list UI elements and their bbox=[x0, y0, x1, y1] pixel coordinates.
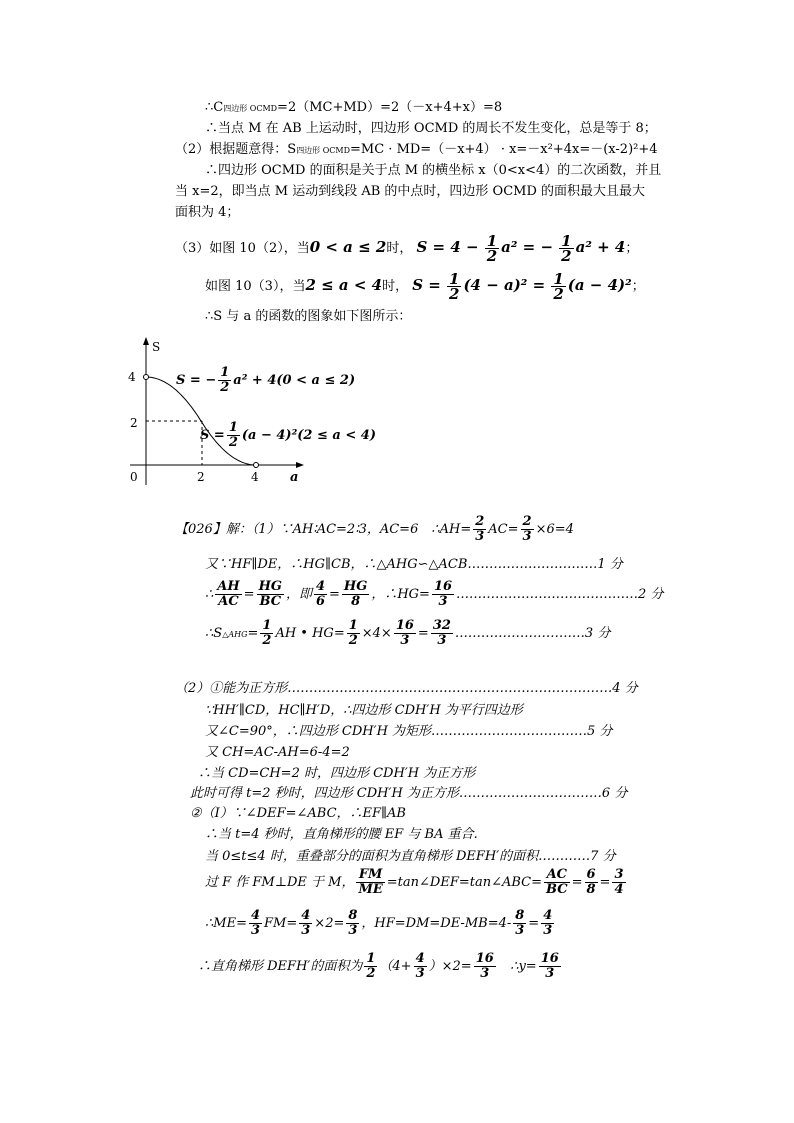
formula-case-1: （3）如图 10（2），当0 < a ≤ 2时， S = 4 − $\frac{1}{2}$ a² = − $\frac{1}{2}$ a² + 4； bbox=[175, 232, 639, 265]
area-text-3: 面积为 4； bbox=[175, 205, 240, 220]
x-tick-2: 2 bbox=[197, 470, 205, 484]
area-expression: （2）根据题意得：S四边形 OCMD=MC · MD=（－x+4） · x=－x²+4x=－(x-2)²+4 bbox=[175, 142, 658, 157]
sol026-area: ∴S△AHG= $\frac{1}{2}$ AH • HG= $\frac{1}{2}$ ×4× $\frac{16}{3}$ = $\frac{32}{3}$ …………………………3 分 bbox=[205, 618, 611, 648]
curve2-label: S = $\frac{1}{2}$ (a − 4)²(2 ≤ a < 4) bbox=[200, 420, 376, 450]
area-text-1: ∴四边形 OCMD 的面积是关于点 M 的横坐标 x（0<x<4）的二次函数，并且 bbox=[205, 163, 662, 178]
area-text-2: 当 x=2，即当点 M 运动到线段 AB 的中点时，四边形 OCMD 的面积最大且最大 bbox=[175, 184, 646, 199]
sol026-p2-l6: 此时可得 t=2 秒时，四边形 CDH′H 为正方形……………………………6 分 bbox=[190, 786, 628, 801]
sol026-similar: 又∵HF∥DE，∴HG∥CB，∴△AHG∽△ACB…………………………1 分 bbox=[205, 557, 623, 572]
sol026-p2-l3: 又∠C=90°，∴四边形 CDH′H 为矩形………………………………5 分 bbox=[205, 724, 613, 739]
sol026-p2-l10: 过 F 作 FM⊥DE 于 M， $\frac{FM}{ME}$ =tan∠DEF=tan∠ABC= $\frac{AC}{BC}$ = $\frac{6}{8}$ = $\frac{3}{4}$ bbox=[205, 867, 624, 897]
x-axis-arrow bbox=[296, 462, 304, 468]
sol026-p2-l4: 又 CH=AC-AH=6-4=2 bbox=[205, 745, 350, 760]
x-tick-4: 4 bbox=[251, 470, 259, 484]
curve1-label: S = − $\frac{1}{2}$ a² + 4(0 < a ≤ 2) bbox=[176, 365, 356, 395]
x-axis-label: a bbox=[290, 470, 299, 485]
y-tick-4: 4 bbox=[128, 370, 136, 384]
y-tick-2: 2 bbox=[130, 416, 138, 430]
sol026-p2-l12: ∴直角梯形 DEFH′的面积为 $\frac{1}{2}$ （4+ $\frac{4}{3}$ ）×2= $\frac{16}{3}$ ∴y= $\frac{16}{3}$ bbox=[198, 951, 559, 981]
sol026-ratio: ∴ $\frac{AH}{AC}$ = $\frac{HG}{BC}$ ，即 $\frac{4}{6}$ = $\frac{HG}{8}$ ，∴HG= $\frac{16}{3}$ ……………………………………2 分 bbox=[205, 579, 664, 609]
sol026-p2-l1: （2）①能为正方形…………………………………………………………………4 分 bbox=[175, 681, 638, 696]
open-point-end bbox=[254, 463, 259, 468]
sol026-p2-l5: ∴当 CD=CH=2 时，四边形 CDH′H 为正方形 bbox=[198, 766, 476, 781]
graph-intro: ∴S 与 a 的函数的图象如下图所示： bbox=[205, 309, 412, 324]
origin-label: 0 bbox=[130, 470, 138, 484]
sol026-p2-l11: ∴ME= $\frac{4}{3}$ FM= $\frac{4}{3}$ ×2= $\frac{8}{3}$ ，HF=DM=DE-MB=4- $\frac{8}{3}$ = $\frac{4}{3}$ bbox=[205, 908, 553, 938]
sol026-p2-l9: 当 0≤t≤4 时，重叠部分的面积为直角梯形 DEFH′的面积…………7 分 bbox=[205, 849, 616, 864]
sol026-p2-l8: ∴当 t=4 秒时，直角梯形的腰 EF 与 BA 重合. bbox=[205, 827, 478, 842]
sol026-p2-l2: ∵HH′∥CD，HC∥H′D，∴四边形 CDH′H 为平行四边形 bbox=[205, 703, 523, 718]
perimeter-conclusion: ∴当点 M 在 AB 上运动时，四边形 OCMD 的周长不发生变化，总是等于 8； bbox=[205, 121, 657, 136]
open-point-start bbox=[144, 375, 149, 380]
perimeter-line: ∴C四边形 OCMD=2（MC+MD）=2（－x+4+x）=8 bbox=[205, 100, 503, 115]
function-graph bbox=[110, 335, 370, 490]
formula-case-2: 如图 10（3），当2 ≤ a < 4时， S = $\frac{1}{2}$ (4 − a)² = $\frac{1}{2}$ (a − 4)²； bbox=[205, 270, 645, 303]
sol026-head: 【026】解：（1）∵AH∶AC=2∶3，AC=6 ∴AH= $\frac{2}{3}$ AC= $\frac{2}{3}$ ×6=4 bbox=[175, 514, 574, 544]
y-axis-label: S bbox=[152, 340, 161, 354]
sol026-p2-l7: ②（Ⅰ）∵∠DEF=∠ABC，∴EF∥AB bbox=[190, 806, 406, 821]
y-axis-arrow bbox=[143, 337, 149, 345]
